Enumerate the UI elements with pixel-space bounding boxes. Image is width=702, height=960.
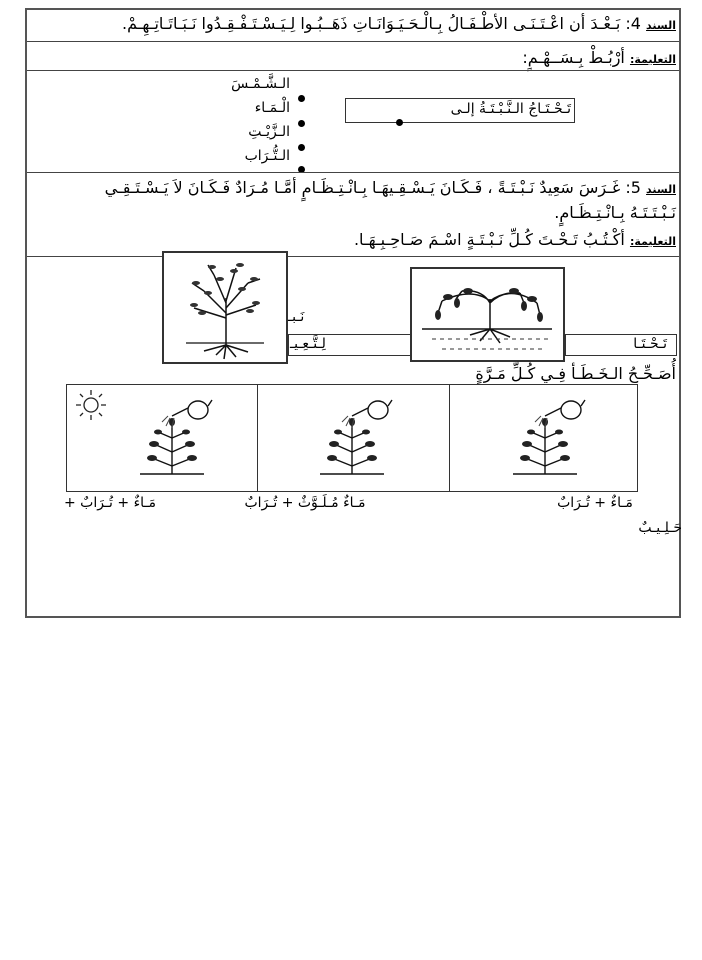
connect-dot[interactable] — [298, 144, 305, 151]
plant-needs-text: تَـحْـتَـاجُ الـنَّـبْـتَـةُ إلـى — [450, 101, 571, 117]
section4-number: 4: — [625, 14, 641, 33]
answer-tab-left: لِـتَّـعِـيـ — [290, 336, 326, 352]
section5-text-1: غَـرَسَ سَعِيدٌ نَـبْـتَـةً ، فَـكَـانَ يَـسْـقِـيهَـا بِـانْـتِـظَـامٍ أمَّـا مُـرَادٌ فَـكَـانَ لاَ يَـسْـتَـقِـي — [104, 178, 621, 197]
caption-water-soil: مَـاءٌ + تُـرَابٌ — [557, 495, 633, 511]
section5-number: 5: — [625, 178, 641, 197]
section4-label: السند — [646, 19, 676, 32]
option-oil[interactable]: الـزَّيْـتِ — [248, 124, 290, 140]
section4-instruction — [522, 48, 676, 67]
section4-line — [24, 14, 676, 33]
instruction-label: التعليمة: — [629, 235, 676, 248]
section4-text: بَـعْـدَ أن اعْـتَـنَـى الأطْـفَـالُ بِـالْـحَـيَـوَانَـاتِ ذَهَــبُـوا لِـيَـسْـتَـفْـقِـدُوا نَـبَـاتَـاتِـهِـمْ. — [121, 14, 621, 33]
option-sun[interactable]: الـشَّـمْـسَ — [231, 76, 290, 92]
divider — [27, 41, 679, 42]
tree-image — [162, 251, 288, 364]
divider — [27, 172, 679, 173]
instruction-text: أكْـتُـبُ تَـحْـتَ كُـلِّ نَـبْـتَـةٍ اسْـمَ صَـاحِـبِـهَـا. — [353, 230, 625, 249]
divider — [27, 70, 679, 71]
wilted-plant-image — [410, 267, 565, 362]
watered-plant-icon — [505, 396, 589, 478]
connect-dot[interactable] — [396, 119, 403, 126]
section5-instruction — [354, 230, 676, 249]
caption-milk: حَـلِـيـبٌ — [638, 520, 682, 536]
caption-water-soil-plus: مَـاءٌ + تُـرَابٌ + — [63, 495, 157, 511]
instruction-text: أرْبُـطْ بِـسَــهْـمٍ: — [522, 48, 625, 67]
divider — [449, 384, 450, 492]
connect-dot[interactable] — [298, 95, 305, 102]
answer-tab-top: نَـبـ — [288, 309, 305, 325]
divider — [27, 256, 679, 257]
option-water[interactable]: الْـمَـاء — [254, 100, 290, 116]
section6-instruction: أُصَـحِّـحُ الـخَـطَـأ فِـي كُـلِّ مَـرَّةٍ — [475, 364, 676, 383]
section5-label: السند — [646, 183, 676, 196]
watered-plant-icon — [132, 396, 216, 478]
option-soil[interactable]: الـتُّـرَاب — [244, 148, 290, 164]
answer-tab-right: تَـحْـتَـا — [633, 336, 667, 352]
divider — [257, 384, 258, 492]
section5-line1 — [36, 178, 676, 197]
watered-plant-icon — [312, 396, 396, 478]
caption-polluted-water-soil: مَـاءٌ مُـلَـوَّثٌ + تُـرَابٌ — [244, 495, 366, 511]
connect-dot[interactable] — [298, 120, 305, 127]
sun-icon — [74, 388, 108, 422]
instruction-label: التعليمة: — [629, 53, 676, 66]
section5-text-2: نَـبْـتَـتَـهُ بِـانْـتِـظَـامٍ. — [554, 203, 676, 222]
